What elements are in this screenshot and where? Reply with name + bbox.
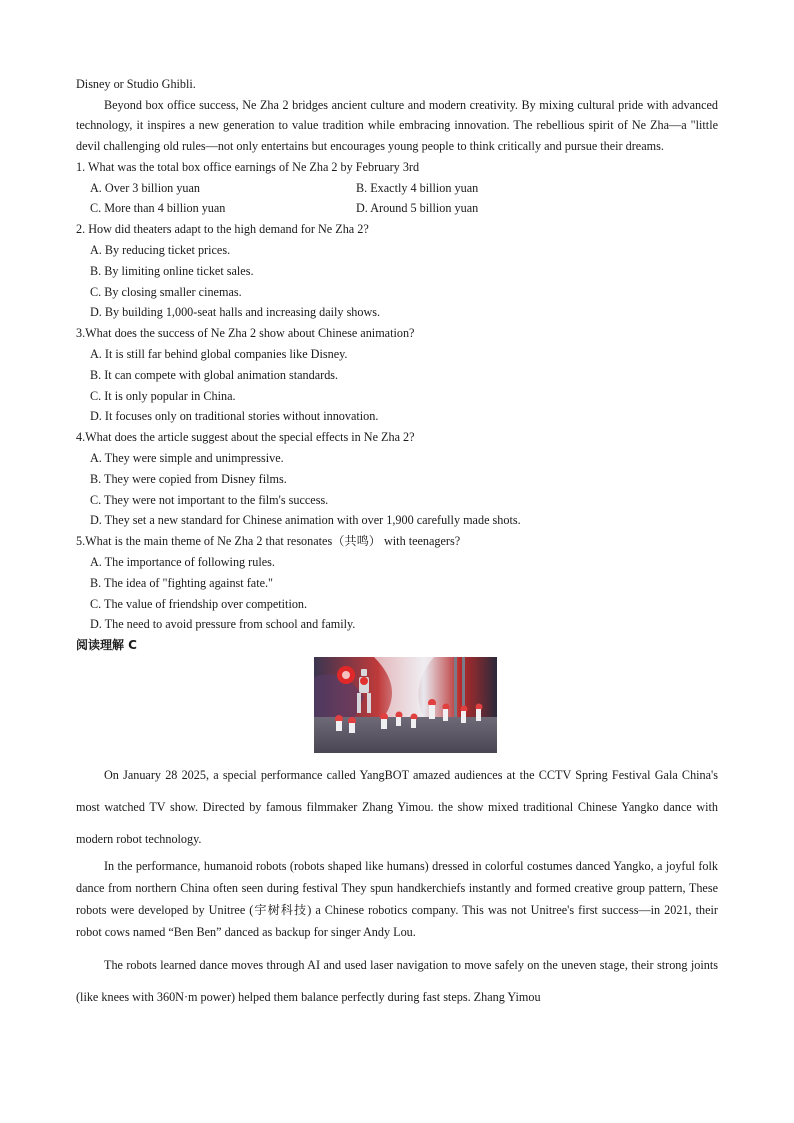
option-a: A. The importance of following rules.	[90, 554, 275, 569]
question-1	[76, 157, 718, 219]
question-stem: 2. How did theaters adapt to the high demand for Ne Zha 2?	[76, 222, 369, 237]
option-d: D. By building 1,000-seat halls and increasing daily shows.	[90, 305, 381, 320]
option-d: D. Around 5 billion yuan	[356, 201, 479, 216]
options-row	[76, 178, 718, 199]
option-a: A. By reducing ticket prices.	[90, 243, 231, 257]
option-a: A. They were simple and unimpressive.	[90, 450, 284, 465]
robot-dance-photo	[314, 657, 497, 753]
paragraph-yangbot-intro: On January 28 2025, a special performance called YangBOT amazed audiences at the CCTV Spring Festival Gala China's most watched TV show. Directed by famous filmmaker Zhang Yimou. the show mixed traditional Chinese Yangko dance with modern robot technology.	[76, 768, 718, 847]
options-row	[76, 198, 718, 219]
question-5	[76, 531, 718, 635]
question-stem: 3.What does the success of Ne Zha 2 show about Chinese animation?	[76, 326, 415, 341]
option-b: B. The idea of "fighting against fate."	[90, 575, 274, 590]
option-c: C. More than 4 billion yuan	[90, 201, 226, 216]
option-b: B. Exactly 4 billion yuan	[356, 180, 479, 195]
option-c: C. It is only popular in China.	[90, 388, 236, 403]
question-stem: 5.What is the main theme of Ne Zha 2 that resonates（共鸣） with teenagers?	[76, 534, 461, 549]
question-2	[76, 219, 718, 323]
option-c: C. By closing smaller cinemas.	[90, 284, 242, 299]
option-d: D. It focuses only on traditional stories without innovation.	[90, 409, 379, 424]
option-b: B. They were copied from Disney films.	[90, 471, 287, 486]
question-stem: 1. What was the total box office earnings of Ne Zha 2 by February 3rd	[76, 159, 420, 174]
paragraph-robots-learned: The robots learned dance moves through AI and used laser navigation to move safely on the uneven stage, their strong joints (like knees with 360N·m power) helped them balance perfectly during fast steps. Zhang Yimou	[76, 958, 718, 1005]
option-b: B. It can compete with global animation standards.	[90, 367, 339, 382]
paragraph-performance: In the performance, humanoid robots (robots shaped like humans) dressed in colorful costumes danced Yangko, a joyful folk dance from northern China often seen during festival They spun handkerchiefs instantly and formed creative group pattern, These robots were developed by Unitree (宇树科技) a Chinese robotics company. This was not Unitree's first success—in 2021, their robot cows named “Ben Ben” danced as backup for singer Andy Lou.	[76, 859, 718, 940]
option-d: D. The need to avoid pressure from school and family.	[90, 617, 356, 632]
option-c: C. The value of friendship over competition.	[90, 596, 308, 611]
paragraph-beyond-box-office: Beyond box office success, Ne Zha 2 bridges ancient culture and modern creativity. By mixing cultural pride with advanced technology, it inspires a new generation to value tradition while embracing innovation. The rebellious spirit of Ne Zha—a "little devil challenging old rules—not only entertains but encourages young people to think critically and pursue their dreams.	[76, 97, 718, 154]
document-page	[76, 74, 718, 1013]
option-d: D. They set a new standard for Chinese animation with over 1,900 carefully made shots.	[90, 513, 521, 528]
option-a: A. Over 3 billion yuan	[90, 180, 201, 195]
photo-container	[76, 657, 718, 753]
section-heading: 阅读理解 C	[76, 638, 137, 653]
continuation-line: Disney or Studio Ghibli.	[76, 77, 196, 91]
question-4	[76, 427, 718, 531]
question-stem: 4.What does the article suggest about the special effects in Ne Zha 2?	[76, 430, 415, 445]
option-c: C. They were not important to the film's success.	[90, 492, 329, 507]
question-3	[76, 323, 718, 427]
option-b: B. By limiting online ticket sales.	[90, 263, 254, 278]
option-a: A. It is still far behind global companies like Disney.	[90, 346, 348, 361]
